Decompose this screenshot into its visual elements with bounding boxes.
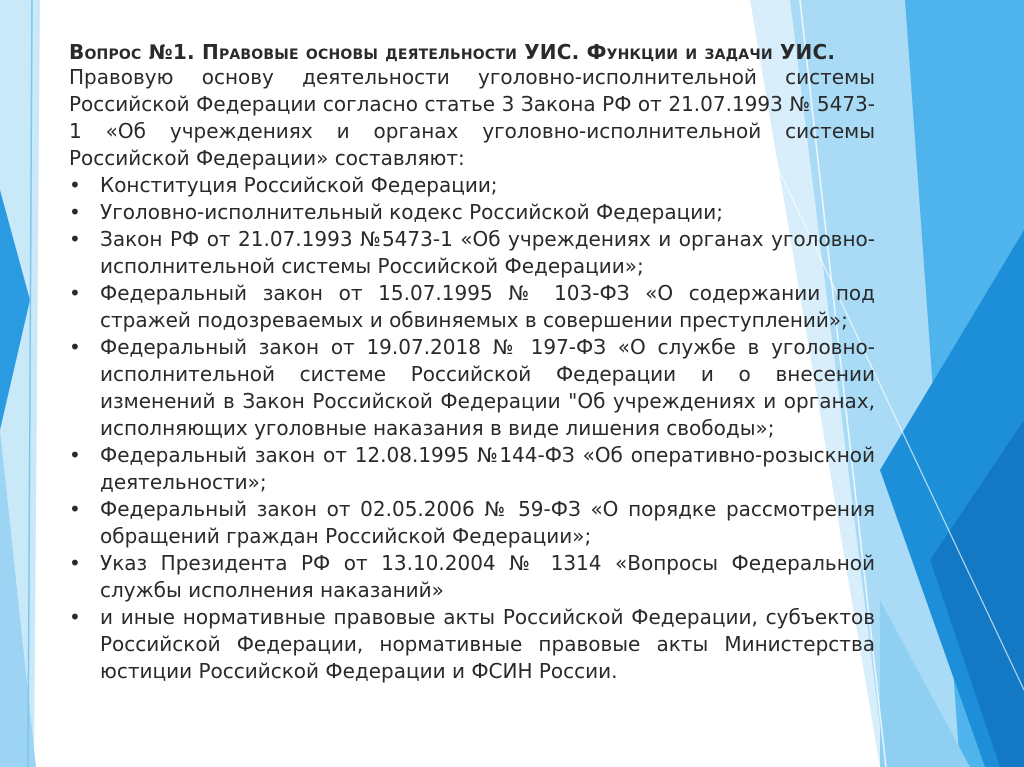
bullet-icon: • xyxy=(69,281,81,305)
bullet-icon: • xyxy=(69,335,81,359)
bullet-icon: • xyxy=(69,173,81,197)
bullet-icon: • xyxy=(69,497,81,521)
bullet-icon: • xyxy=(69,443,81,467)
list-item: • Федеральный закон от 02.05.2006 № 59-ФЗ «О порядке рассмотрения обращений граждан Российской Федерации»; xyxy=(69,497,875,548)
list-item: • Федеральный закон от 15.07.1995 № 103-ФЗ «О содержании под стражей подозреваемых и обвиняемых в совершении преступлений»; xyxy=(69,281,875,332)
list-item: • Закон РФ от 21.07.1993 №5473-1 «Об учреждениях и органах уголовно-исполнительной системы Российской Федерации»; xyxy=(69,227,875,278)
list-item: • Уголовно-исполнительный кодекс Российской Федерации; xyxy=(69,200,723,224)
slide-content xyxy=(69,40,875,685)
bullet-icon: • xyxy=(69,200,81,224)
bullet-icon: • xyxy=(69,227,81,251)
list-item: • Указ Президента РФ от 13.10.2004 № 1314 «Вопросы Федеральной службы исполнения наказаний» xyxy=(69,551,875,602)
list-item: • и иные нормативные правовые акты Российской Федерации, субъектов Российской Федерации, нормативные правовые акты Министерства юстиции Российской Федерации и ФСИН России. xyxy=(69,605,875,683)
list-item: • Федеральный закон от 12.08.1995 №144-ФЗ «Об оперативно-розыскной деятельности»; xyxy=(69,443,875,494)
bullet-icon: • xyxy=(69,551,81,575)
legal-acts-list xyxy=(69,172,875,685)
bullet-icon: • xyxy=(69,605,81,629)
list-item: • Федеральный закон от 19.07.2018 № 197-ФЗ «О службе в уголовно-исполнительной системе Российской Федерации и о внесении изменений в Закон Российской Федерации "Об учреждениях и органах, исполняющих уголовные наказания в виде лишения свободы»; xyxy=(69,335,875,440)
list-item: • Конституция Российской Федерации; xyxy=(69,173,498,197)
slide-title: Вопрос №1. Правовые основы деятельности УИС. Функции и задачи УИС. xyxy=(69,40,836,64)
intro-paragraph: Правовую основу деятельности уголовно-исполнительной системы Российской Федерации согласно статье 3 Закона РФ от 21.07.1993 № 5473-1 «Об учреждениях и органах уголовно-исполнительной системы Российской Федерации» составляют: xyxy=(69,65,875,170)
